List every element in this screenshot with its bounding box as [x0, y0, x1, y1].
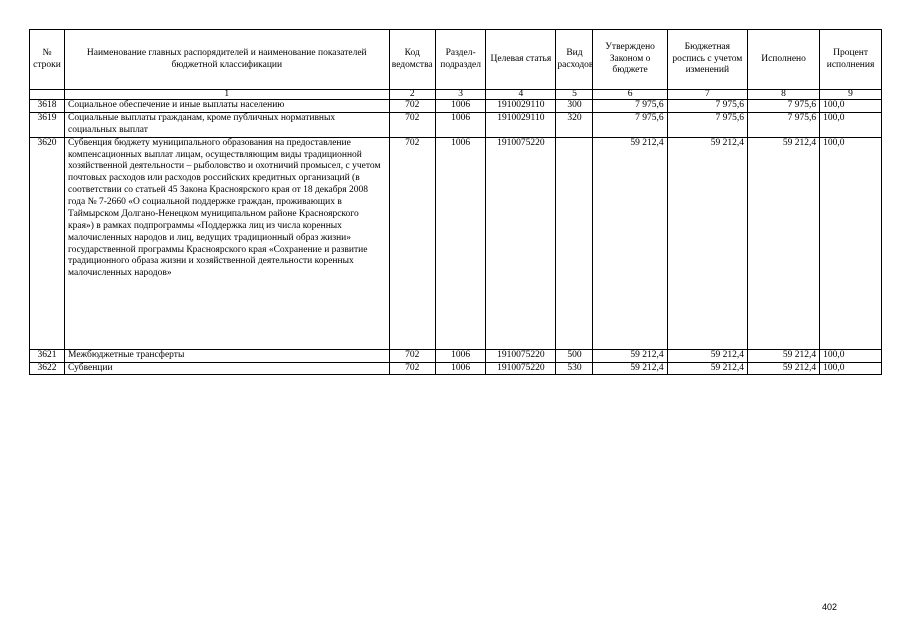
row-executed: 59 212,4 [748, 362, 820, 375]
row-vid: 530 [556, 362, 593, 375]
row-vid: 300 [556, 100, 593, 113]
row-ved: 702 [389, 349, 435, 362]
table-row [30, 112, 882, 137]
row-vid [556, 137, 593, 349]
row-approved: 59 212,4 [593, 137, 667, 349]
row-vid: 500 [556, 349, 593, 362]
row-razdel: 1006 [435, 137, 485, 349]
row-name: Субвенция бюджету муниципального образования на предоставление компенсационных выплат лицам, осуществляющим виды традиционной хозяйственной деятельности – рыболовство и охотничий промысел, с учетом почтовых расходов или расходов российских кредитных организаций (в соответствии со статьей 45 Закона Красноярского края от 18 декабря 2008 года № 7-2660 «О социальной поддержке граждан, проживающих в Таймырском Долгано-Ненецком муниципальном районе Красноярского края») в рамках подпрограммы «Поддержка лиц из числа коренных малочисленных народов и лиц, ведущих традиционный образ жизни» государственной программы Красноярского края «Сохранение и развитие традиционного образа жизни и хозяйственной деятельности коренных малочисленных народов» [65, 137, 390, 349]
column-number: 1 [65, 90, 390, 100]
header-executed: Исполнено [748, 30, 820, 90]
row-number: 3620 [30, 137, 65, 349]
row-percent: 100,0 [820, 112, 882, 137]
header-approved: Утверждено Законом о бюджете [593, 30, 667, 90]
row-statya: 1910029110 [486, 112, 556, 137]
row-executed: 59 212,4 [748, 137, 820, 349]
page-number: 402 [822, 602, 838, 612]
row-rospis: 59 212,4 [667, 349, 747, 362]
row-rospis: 7 975,6 [667, 100, 747, 113]
row-ved: 702 [389, 112, 435, 137]
row-percent: 100,0 [820, 362, 882, 375]
row-razdel: 1006 [435, 362, 485, 375]
header-row [30, 30, 882, 90]
column-number: 7 [667, 90, 747, 100]
table-row [30, 362, 882, 375]
row-razdel: 1006 [435, 112, 485, 137]
column-number: 2 [389, 90, 435, 100]
row-approved: 59 212,4 [593, 349, 667, 362]
row-name: Социальное обеспечение и иные выплаты населению [65, 100, 390, 113]
row-number: 3622 [30, 362, 65, 375]
row-rospis: 59 212,4 [667, 362, 747, 375]
header-name: Наименование главных распорядителей и наименование показателей бюджетной классификации [65, 30, 390, 90]
column-number [30, 90, 65, 100]
table-row [30, 349, 882, 362]
row-statya: 1910029110 [486, 100, 556, 113]
header-rospis: Бюджетная роспись с учетом изменений [667, 30, 747, 90]
row-ved: 702 [389, 100, 435, 113]
row-executed: 7 975,6 [748, 100, 820, 113]
column-number: 8 [748, 90, 820, 100]
row-name: Межбюджетные трансферты [65, 349, 390, 362]
row-name: Социальные выплаты гражданам, кроме публичных нормативных социальных выплат [65, 112, 390, 137]
row-vid: 320 [556, 112, 593, 137]
row-ved: 702 [389, 362, 435, 375]
table-row [30, 100, 882, 113]
row-executed: 59 212,4 [748, 349, 820, 362]
row-number: 3618 [30, 100, 65, 113]
row-percent: 100,0 [820, 349, 882, 362]
row-statya: 1910075220 [486, 137, 556, 349]
column-number-row [30, 90, 882, 100]
budget-table [29, 29, 882, 375]
table-row [30, 137, 882, 349]
header-ved: Код ведомства [389, 30, 435, 90]
row-statya: 1910075220 [486, 362, 556, 375]
header-razdel: Раздел-подраздел [435, 30, 485, 90]
row-ved: 702 [389, 137, 435, 349]
row-number: 3619 [30, 112, 65, 137]
row-razdel: 1006 [435, 349, 485, 362]
row-name: Субвенции [65, 362, 390, 375]
column-number: 3 [435, 90, 485, 100]
row-rospis: 7 975,6 [667, 112, 747, 137]
row-approved: 7 975,6 [593, 100, 667, 113]
row-razdel: 1006 [435, 100, 485, 113]
row-number: 3621 [30, 349, 65, 362]
row-approved: 7 975,6 [593, 112, 667, 137]
row-percent: 100,0 [820, 100, 882, 113]
header-percent: Процент исполнения [820, 30, 882, 90]
column-number: 5 [556, 90, 593, 100]
column-number: 4 [486, 90, 556, 100]
row-statya: 1910075220 [486, 349, 556, 362]
column-number: 6 [593, 90, 667, 100]
column-number: 9 [820, 90, 882, 100]
header-statya: Целевая статья [486, 30, 556, 90]
header-row-number: № строки [30, 30, 65, 90]
row-percent: 100,0 [820, 137, 882, 349]
row-approved: 59 212,4 [593, 362, 667, 375]
row-rospis: 59 212,4 [667, 137, 747, 349]
row-executed: 7 975,6 [748, 112, 820, 137]
header-vid: Вид расходов [556, 30, 593, 90]
